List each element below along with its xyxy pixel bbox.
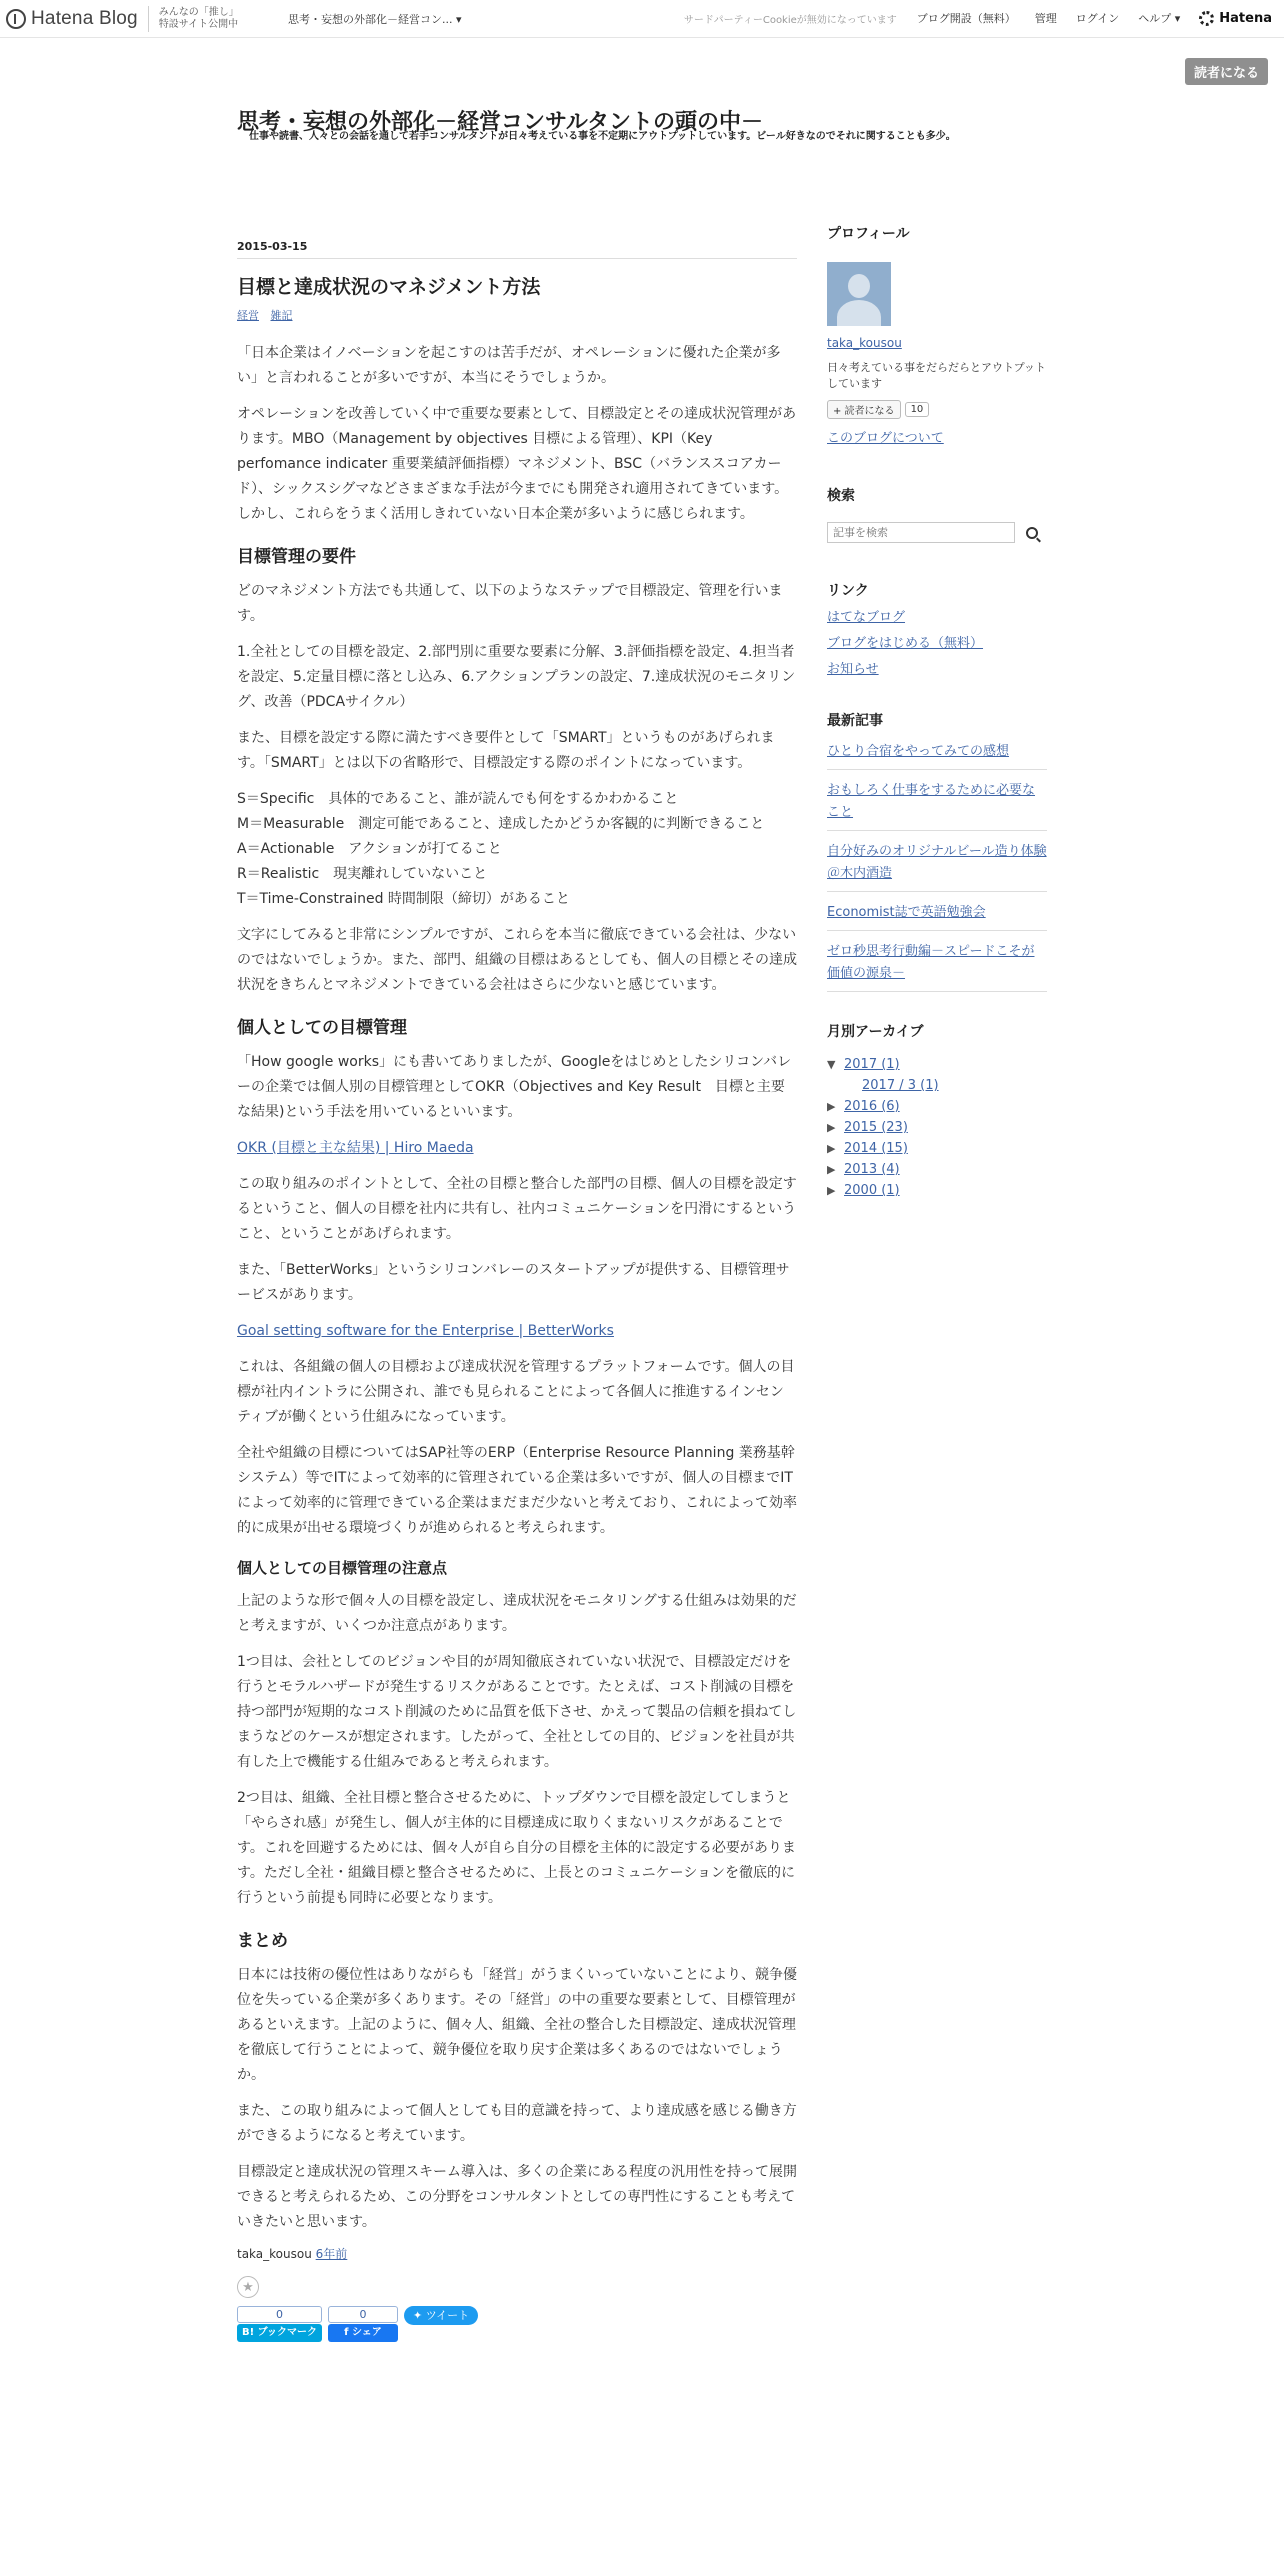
archive-link[interactable]: 2015 (23) [844,1120,908,1135]
paragraph: また、この取り組みによって個人としても目的意識を持って、より達成感を感じる働き方ができるようになると考えています。 [237,2103,797,2144]
sidebar [827,224,1047,1201]
archive-link[interactable]: 2014 (15) [844,1141,908,1156]
section-heading: 目標管理の要件 [237,547,356,567]
paragraph: どのマネジメント方法でも共通して、以下のようなステップで目標設定、管理を行います。 [237,583,783,624]
link-news[interactable]: お知らせ [827,662,879,677]
entry-title[interactable]: 目標と達成状況のマネジメント方法 [237,276,541,298]
archive-item [827,1117,1047,1138]
expand-triangle-icon[interactable]: ▶ [827,1142,836,1155]
section-heading: まとめ [237,1931,288,1951]
recent-list [827,731,1047,992]
help-menu[interactable]: ヘルプ ▾ [1138,12,1181,25]
smart-list [237,787,797,912]
bird-icon: ✦ [413,2309,426,2322]
entry-footer [237,2246,797,2262]
okr-link[interactable]: OKR (目標と主な結果) | Hiro Maeda [237,1140,474,1156]
follower-count[interactable]: 10 [905,402,930,417]
header-divider [148,6,149,32]
search-heading: 検索 [827,488,855,504]
hatebu-button[interactable]: B! ブックマーク [237,2324,322,2342]
hatena-menu[interactable] [1199,11,1272,26]
profile-description: 日々考えている事をだらだらとアウトプットしています [827,361,1046,390]
hatebu-share[interactable] [237,2306,322,2342]
recent-entry-link[interactable]: ゼロ秒思考行動編－スピードこそが価値の源泉－ [827,931,1047,992]
entry-date[interactable]: 2015-03-15 [237,240,797,259]
entry-categories [237,309,797,323]
category-link[interactable]: 雑記 [270,309,293,322]
add-star-icon[interactable]: ★ [237,2276,259,2298]
section-heading: 個人としての目標管理 [237,1018,407,1038]
entry-permalink-time[interactable]: 6年前 [315,2247,348,2261]
paragraph: また、目標を設定する際に満たすべき要件として「SMART」というものがあげられます。「SMART」とは以下の省略形で、目標設定する際のポイントになっています。 [237,730,775,771]
collapse-triangle-icon[interactable]: ▼ [827,1058,836,1071]
hatena-blog-logo-text[interactable]: Hatena Blog [31,8,138,29]
subsection-heading: 個人としての目標管理の注意点 [237,1559,448,1577]
facebook-button[interactable]: f シェア [328,2324,398,2342]
link-hatena-blog[interactable]: はてなブログ [827,610,906,625]
archive-heading: 月別アーカイブ [827,1024,924,1040]
archive-item [827,1159,1047,1180]
archive-link[interactable]: 2017 / 3 (1) [862,1078,939,1093]
archive-item [827,1054,1047,1075]
smart-item: S＝Specific 具体的であること、誰が読んでも何をするかわかること [237,791,679,807]
archive-link[interactable]: 2016 (6) [844,1099,900,1114]
archive-link[interactable]: 2000 (1) [844,1183,900,1198]
paragraph: 上記のような形で個々人の目標を設定し、達成状況をモニタリングする仕組みは効果的だと考えますが、いくつか注意点があります。 [237,1593,797,1634]
archive-item [827,1096,1047,1117]
profile-name-link[interactable]: taka_kousou [827,336,902,350]
smart-item: R＝Realistic 現実離れしていないこと [237,866,488,882]
recent-heading: 最新記事 [827,713,883,729]
tweet-button[interactable] [404,2306,478,2325]
header-left [6,6,239,32]
cookie-notice[interactable]: サードパーティーCookieが無効になっています [683,14,897,26]
paragraph: これは、各組織の個人の目標および達成状況を管理するプラットフォームです。個人の目標が社内イントラに公開され、誰でも見られることによって各個人に推進するインセンティブが働くという仕組みになっています。 [237,1359,795,1425]
paragraph: 全社や組織の目標についてはSAP社等のERP（Enterprise Resource Planning 業務基幹システム）等でITによって効率的に管理されている企業は多いですが、個人の目標までITによって効率的に管理できている企業はまだまだ少ないと考えており、これによって効率的に成果が出せる環境づくりが進められると考えられます。 [237,1445,797,1536]
paragraph: この取り組みのポイントとして、全社の目標と整合した部門の目標、個人の目標を設定するということ、個人の目標を社内に共有し、社内コミュニケーションを円滑にするということ、ということがあげられます。 [237,1176,797,1242]
oshi-promo-line1: みんなの「推し」 [158,7,239,18]
follow-button[interactable]: + 読者になる [827,400,901,419]
paragraph: オペレーションを改善していく中で重要な要素として、目標設定とその達成状況管理があります。MBO（Management by objectives 目標による管理）、KPI（Key perfomance indicater 重要業績評価指標）マネジメント、BSC（バランススコアカード）、シックスシグマなどさまざまな手法が今までにも開発され適用されてきています。しかし、これらをうまく活用しきれていない日本企業が多いように感じられます。 [237,406,797,522]
betterworks-link[interactable]: Goal setting software for the Enterprise | BetterWorks [237,1323,614,1339]
smart-item: A＝Actionable アクションが打てること [237,841,502,857]
header-right [684,10,1272,26]
search-icon[interactable] [1026,527,1038,539]
paragraph: 文字にしてみると非常にシンプルですが、これらを本当に徹底できている会社は、少ないのではないでしょうか。また、部門、組織の目標はあるとしても、個人の目標とその達成状況をきちんとマネジメントできている会社はさらに少ないと感じています。 [237,927,797,993]
tweet-label: ツイート [425,2309,470,2322]
archive-list [827,1054,1047,1201]
oshi-promo[interactable] [159,7,239,31]
expand-triangle-icon[interactable]: ▶ [827,1121,836,1134]
subscribe-button[interactable]: 読者になる [1185,58,1268,85]
oshi-promo-line2: 特設サイト公開中 [158,19,239,30]
about-blog-link[interactable]: このブログについて [827,431,944,446]
paragraph: 1.全社としての目標を設定、2.部門別に重要な要素に分解、3.評価指標を設定、4.担当者を設定、5.定量目標に落とし込み、6.アクションプランの設定、7.達成状況のモニタリング、改善（PDCAサイクル） [237,644,796,710]
paragraph: 「日本企業はイノベーションを起こすのは苦手だが、オペレーションに優れた企業が多い」と言われることが多いですが、本当にそうでしょうか。 [237,345,781,386]
hatena-flower-icon [1199,11,1214,26]
archive-link[interactable]: 2013 (4) [844,1162,900,1177]
links-heading: リンク [827,583,869,599]
link-start-blog[interactable]: ブログをはじめる（無料） [827,636,984,651]
archive-link[interactable]: 2017 (1) [844,1057,900,1072]
expand-triangle-icon[interactable]: ▶ [827,1100,836,1113]
paragraph: 1つ目は、会社としてのビジョンや目的が周知徹底されていない状況で、目標設定だけを行うとモラルハザードが発生するリスクがあることです。たとえば、コスト削減の目標を持つ部門が短期的なコスト削減のために品質を低下させ、かえって製品の信頼を損ねてしまうなどのケースが想定されます。したがって、全社としての目的、ビジョンを社員が共有した上で機能する仕組みであると考えられます。 [237,1654,797,1770]
recent-entry-link[interactable]: ひとり合宿をやってみての感想 [827,731,1047,770]
share-buttons [237,2306,797,2342]
global-header [0,0,1284,38]
archive-item [827,1075,1047,1096]
smart-item: M＝Measurable 測定可能であること、達成したかどうか客観的に判断できること [237,816,765,832]
hatebu-count: 0 [237,2306,322,2323]
blog-title[interactable]: 思考・妄想の外部化－経営コンサルタントの頭の中－ [237,110,764,135]
manage-link[interactable]: 管理 [1034,12,1057,25]
recent-entry-link[interactable]: 自分好みのオリジナルビール造り体験＠木内酒造 [827,831,1047,892]
profile-heading: プロフィール [827,226,910,242]
entry-author: taka_kousou [237,2247,312,2261]
paragraph: 目標設定と達成状況の管理スキーム導入は、多くの企業にある程度の汎用性を持って展開できると考えられるため、この分野をコンサルタントとしての専門性にすることも考えていきたいと思います。 [237,2164,797,2230]
search-form [827,522,1047,543]
avatar[interactable] [827,262,891,326]
search-input[interactable] [827,522,1015,543]
links-list [827,609,1047,679]
facebook-count: 0 [328,2306,398,2323]
facebook-share[interactable] [328,2306,398,2342]
archive-item [827,1180,1047,1201]
start-blog-link[interactable]: ブログ開設（無料） [916,12,1016,25]
expand-triangle-icon[interactable]: ▶ [827,1163,836,1176]
avatar-head [848,274,870,298]
hatena-label: Hatena [1219,10,1272,26]
paragraph: また、「BetterWorks」というシリコンバレーのスタートアップが提供する、目標管理サービスがあります。 [237,1262,790,1303]
follow-widget [827,400,1047,419]
login-link[interactable]: ログイン [1075,12,1120,25]
recent-entry-link[interactable]: おもしろく仕事をするために必要なこと [827,770,1047,831]
smart-item: T＝Time‐Constrained 時間制限（締切）があること [237,891,570,907]
archive-item [827,1138,1047,1159]
hatena-blog-logo-icon[interactable] [6,9,26,29]
paragraph: 2つ目は、組織、全社目標と整合させるために、トップダウンで目標を設定してしまうと「やらされ感」が発生し、個人が主体的に目標達成に取りくまないリスクがあることです。これを回避するためには、個々人が自ら自分の目標を主体的に設定する必要があります。ただし全社・組織目標と整合させるために、上長とのコミュニケーションを徹底的に行うという前提も同時に必要となります。 [237,1790,796,1906]
recent-entry-link[interactable]: Economist誌で英語勉強会 [827,892,1047,931]
expand-triangle-icon[interactable]: ▶ [827,1184,836,1197]
blog-selector[interactable]: 思考・妄想の外部化－経営コン... ▾ [288,13,462,26]
paragraph: 日本には技術の優位性はありながらも「経営」がうまくいっていないことにより、競争優位を失っている企業が多くあります。その「経営」の中の重要な要素として、目標管理があるといえます。上記のように、個々人、組織、全社の整合した目標設定、達成状況管理を徹底して行うことによって、競争優位を取り戻す企業は多くあるのではないでしょうか。 [237,1967,797,2083]
avatar-body [837,300,881,326]
category-link[interactable]: 経営 [237,309,259,322]
blog-description: 仕事や読書、人々との会話を通して若手コンサルタントが日々考えている事を不定期にアウトプットしています。ビール好きなのでそれに関することも多少。 [249,131,956,142]
paragraph: 「How google works」にも書いてありましたが、Googleをはじめとしたシリコンバレーの企業では個人別の目標管理としてOKR（Objectives and Key Result 目標と主要な結果)という手法を用いているといいます。 [237,1054,792,1120]
article [237,240,797,2342]
